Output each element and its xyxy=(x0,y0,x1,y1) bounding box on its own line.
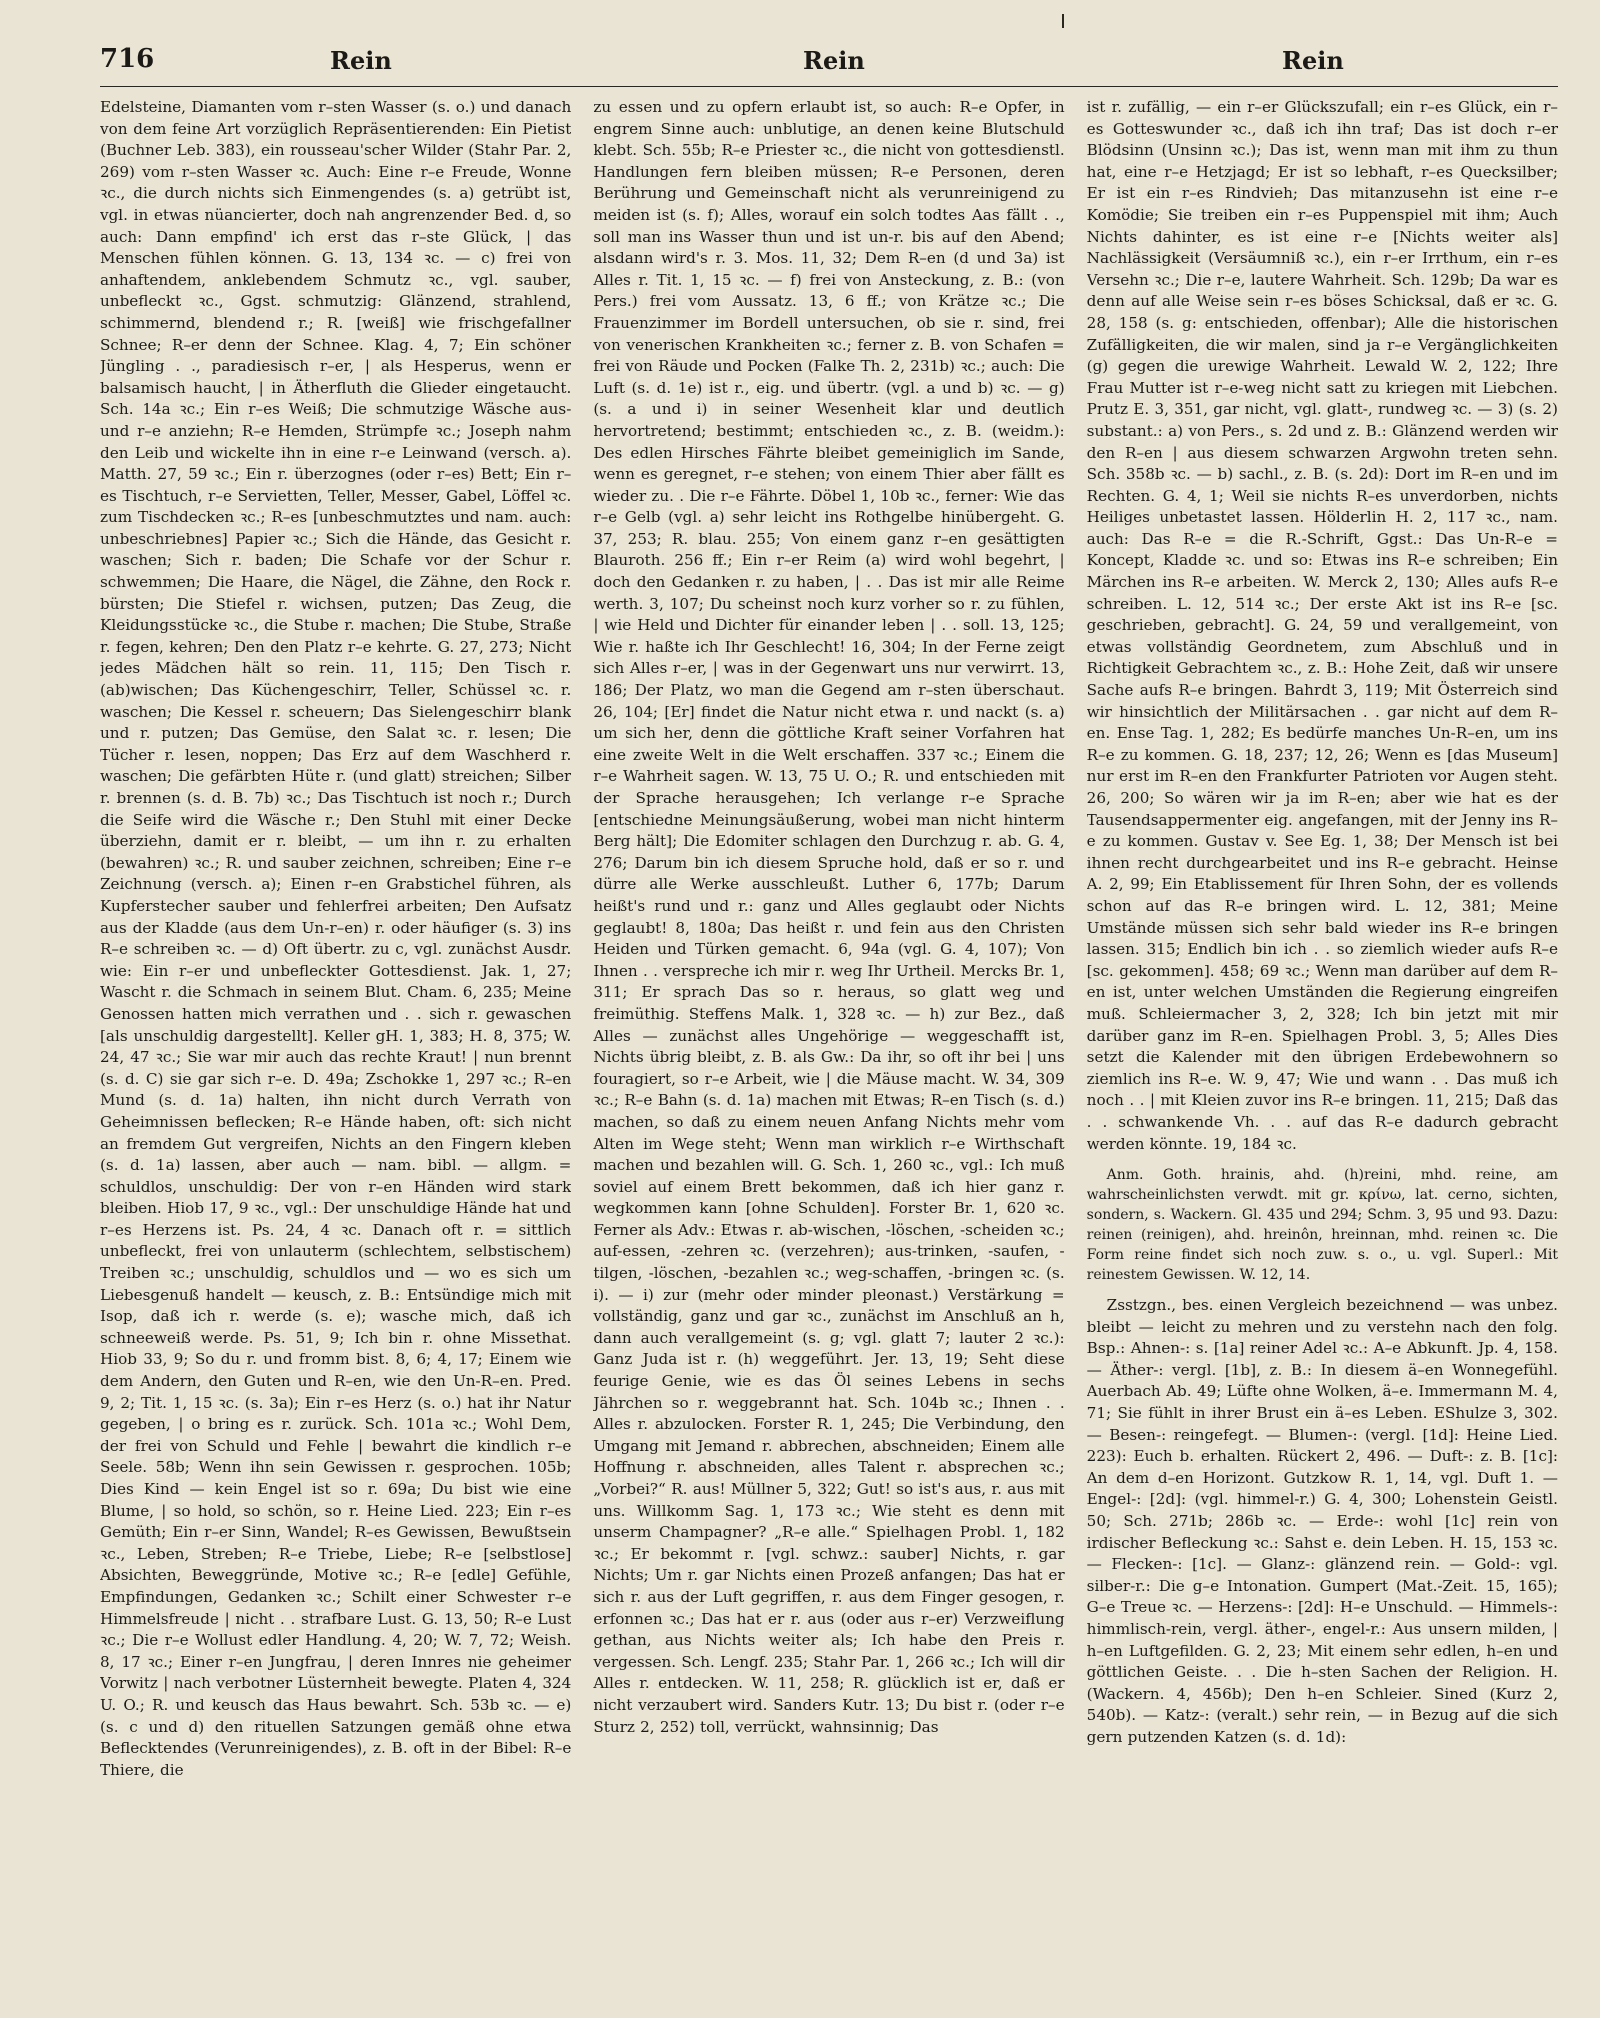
etymology-note: Anm. Goth. hrainis, ahd. (h)reini, mhd. reine, am wahrscheinlichsten verwdt. mit gr. κρίνω, lat. cerno, sichten, sondern, s. Wackern. Gl. 435 und 294; Schm. 3, 95 und 93. Dazu: reinen (reinigen), ahd. hreinôn, hreinnan, mhd. reinen ꝛc. Die Form reine findet sich noch zuw. s. o., u. vgl. Superl.: Mit reinestem Gewissen. W. 12, 14. xyxy=(1086,1167,1558,1284)
text-columns xyxy=(100,97,1558,2012)
printer-mark xyxy=(1062,14,1064,28)
header-headword-center: Rein xyxy=(803,46,865,75)
column-middle xyxy=(593,97,1064,2012)
entry-text: ist r. zufällig, — ein r–er Glückszufall; ein r–es Glück, ein r–es Gotteswunder ꝛc., daß ich ihn traf; Das ist doch r–er Blödsinn (Unsinn ꝛc.); Das ist, wenn man mit ihm zu thun hat, eine r–e Hetzjagd; Er ist so lebhaft, r–es Quecksilber; Er ist ein r–es Rindvieh; Das mitanzusehn ist eine r–e Komödie; Sie treiben ein r–es Puppenspiel mit ihm; Auch Nichts dahinter, es ist eine r–e [Nichts weiter als] Nachlässigkeit (Versäumniß ꝛc.), ein r–er Irrthum, ein r–es Versehn ꝛc.; Die r–e, lautere Wahrheit. Sch. 129b; Da war es denn auf alle Weise sein r–es böses Schicksal, daß er ꝛc. G. 28, 158 (s. g: entschieden, offenbar); Alle die historischen Zufälligkeiten, die wir malen, sind ja r–e Vergänglichkeiten (g) gegen die urewige Wahrheit. Lewald W. 2, 122; Ihre Frau Mutter ist r–e-weg nicht satt zu kriegen mit Liebchen. Prutz E. 3, 351, gar nicht, vgl. glatt-, rundweg ꝛc. — 3) (s. 2) substant.: a) von Pers., s. 2d und z. B.: Glänzend werden wir den R–en | aus diesem schwarzen Argwohn treten sehn. Sch. 358b ꝛc. — b) sachl., z. B. (s. 2d): Dort im R–en und im Rechten. G. 4, 1; Weil sie nichts R–es unverdorben, nichts Heiliges unbetastet lassen. Hölderlin H. 2, 117 ꝛc., nam. auch: Das R–e = die R.-Schrift, Ggst.: Das Un-R–e = Koncept, Kladde ꝛc. und so: Etwas ins R–e schreiben; Ein Märchen ins R–e arbeiten. W. Merck 2, 130; Alles aufs R–e schreiben. L. 12, 514 ꝛc.; Der erste Akt ist ins R–e [sc. geschrieben, gebracht]. G. 24, 59 und verallgemeint, von etwas vollständig Geordnetem, zum Abschluß und in Richtigkeit Gebrachtem ꝛc., z. B.: Hohe Zeit, daß wir unsere Sache aufs R–e bringen. Bahrdt 3, 119; Mit Österreich sind wir hinsichtlich der Militärsachen . . gar nicht auf dem R–en. Ense Tag. 1, 282; Es bedürfe manches Un-R–en, um ins R–e zu kommen. G. 18, 237; 12, 26; Wenn es [das Museum] nur erst im R–en den Frankfurter Patrioten vor Augen steht. 26, 200; So wären wir ja im R–en; aber wie hat es der Tausendsappermenter eig. angefangen, mit der Jenny ins R–e zu kommen. Gustav v. See Eg. 1, 38; Der Mensch ist bei ihnen recht durchgearbeitet und ins R–e gebracht. Heinse A. 2, 99; Ein Etablissement für Ihren Sohn, der es vollends schon auf das R–e bringen wird. L. 12, 381; Meine Umstände müssen sich sehr bald wieder ins R–e bringen lassen. 315; Endlich bin ich . . so ziemlich wieder aufs R–e [sc. gekommen]. 458; 69 ꝛc.; Wenn man darüber auf dem R–en ist, unter welchen Umständen die Regierung eingreifen muß. Schleiermacher 3, 2, 328; Ich bin jetzt mit mir darüber ganz im R–en. Spielhagen Probl. 3, 5; Alles Dies setzt die Kalender mit den übrigen Erdebewohnern so ziemlich ins R–e. W. 9, 47; Wie und wann . . Das muß ich noch . . | mit Kleien zuvor ins R–e bringen. 11, 215; Daß das . . schwankende Vh. . . auf das R–e dadurch gebracht werden könnte. 19, 184 ꝛc. xyxy=(1086,98,1558,1153)
column-left xyxy=(100,97,571,2012)
header-headword-right: Rein xyxy=(1282,46,1344,75)
running-header xyxy=(100,38,1558,87)
compounds-section: Zsstzgn., bes. einen Vergleich bezeichnend — was unbez. bleibt — leicht zu mehren und zu verstehn nach den folg. Bsp.: Ahnen-: s. [1a] reiner Adel ꝛc.: A–e Abkunft. Jp. 4, 158. — Äther-: vergl. [1b], z. B.: In diesem ä–en Wonnegefühl. Auerbach Ab. 49; Lüfte ohne Wolken, ä–e. Immermann M. 4, 71; Sie fühlt in ihrer Brust ein ä–es Leben. EShulze 3, 302. — Besen-: reingefegt. — Blumen-: (vergl. [1d]: Heine Lied. 223): Euch b. erhalten. Rückert 2, 496. — Duft-: z. B. [1c]: An dem d–en Horizont. Gutzkow R. 1, 14, vgl. Duft 1. — Engel-: [2d]: (vgl. himmel-r.) G. 4, 300; Lohenstein Geistl. 50; Sch. 271b; 286b ꝛc. — Erde-: wohl [1c] rein von irdischer Befleckung ꝛc.: Sahst e. dein Leben. H. 15, 153 ꝛc. — Flecken-: [1c]. — Glanz-: glänzend rein. — Gold-: vgl. silber-r.: Die g–e Intonation. Gumpert (Mat.-Zeit. 15, 165); G–e Treue ꝛc. — Herzens-: [2d]: H–e Unschuld. — Himmels-: himmlisch-rein, vergl. äther-, engel-r.: Aus unsern milden, | h–en Luftgefilden. G. 2, 23; Mit einem sehr edlen, h–en und göttlichen Geiste. . . Die h–sten Sachen der Religion. H. (Wackern. 4, 456b); Den h–en Schleier. Sined (Kurz 2, 540b). — Katz-: (veralt.) sehr rein, — in Bezug auf die sich gern putzenden Katzen (s. d. 1d): xyxy=(1086,1296,1558,1746)
page-number: 716 xyxy=(100,44,155,74)
header-headword-left: Rein xyxy=(330,46,392,75)
entry-text: Edelsteine, Diamanten vom r–sten Wasser (s. o.) und danach von dem feine Art vorzüglich Repräsentierenden: Ein Pietist (Buchner Leb. 383), ein rousseau'scher Wilder (Stahr Par. 2, 269) vom r–sten Wasser ꝛc. Auch: Eine r–e Freude, Wonne ꝛc., die durch nichts sich Einmengendes (s. a) getrübt ist, vgl. in etwas nüancierter, doch nah angrenzender Bed. d, so auch: Dann empfind' ich erst das r–ste Glück, | das Menschen fühlen können. G. 13, 134 ꝛc. — c) frei von anhaftendem, anklebendem Schmutz ꝛc., vgl. sauber, unbefleckt ꝛc., Ggst. schmutzig: Glänzend, strahlend, schimmernd, blendend r.; R. [weiß] wie frischgefallner Schnee; R–er denn der Schnee. Klag. 4, 7; Ein schöner Jüngling . ., paradiesisch r–er, | als Hesperus, wenn er balsamisch haucht, | in Ätherfluth die Glieder eingetaucht. Sch. 14a ꝛc.; Ein r–es Weiß; Die schmutzige Wäsche aus- und r–e anziehn; R–e Hemden, Strümpfe ꝛc.; Joseph nahm den Leib und wickelte ihn in eine r–e Leinwand (versch. a). Matth. 27, 59 ꝛc.; Ein r. überzognes (oder r–es) Bett; Ein r–es Tischtuch, r–e Servietten, Teller, Messer, Gabel, Löffel ꝛc. zum Tischdecken ꝛc.; R–es [unbeschmutztes und nam. auch: unbeschriebnes] Papier ꝛc.; Sich die Hände, das Gesicht r. waschen; Sich r. baden; Die Schafe vor der Schur r. schwemmen; Die Haare, die Nägel, die Zähne, den Rock r. bürsten; Die Stiefel r. wichsen, putzen; Das Zeug, die Kleidungsstücke ꝛc., die Stube r. machen; Die Stube, Straße r. fegen, kehren; Den den Platz r–e kehrte. G. 27, 273; Nicht jedes Mädchen hält so rein. 11, 115; Den Tisch r. (ab)wischen; Das Küchengeschirr, Teller, Schüssel ꝛc. r. waschen; Die Kessel r. scheuern; Das Sielengeschirr blank und r. putzen; Das Gemüse, den Salat ꝛc. r. lesen; Die Tücher r. lesen, noppen; Das Erz auf dem Waschherd r. waschen; Die gefärbten Hüte r. (und glatt) streichen; Silber r. brennen (s. d. B. 7b) ꝛc.; Das Tischtuch ist noch r.; Durch die Seife wird die Wäsche r.; Den Stuhl mit einer Decke überziehn, damit er r. bleibt, — um ihn r. zu erhalten (bewahren) ꝛc.; R. und sauber zeichnen, schreiben; Eine r–e Zeichnung (versch. a); Einen r–en Grabstichel führen, als Kupferstecher sauber und fehlerfrei arbeiten; Den Aufsatz aus der Kladde (aus dem Un-r–en) r. oder häufiger (s. 3) ins R–e schreiben ꝛc. — d) Oft übertr. zu c, vgl. zunächst Ausdr. wie: Ein r–er und unbefleckter Gottesdienst. Jak. 1, 27; Wascht r. die Schmach in seinem Blut. Cham. 6, 235; Meine Genossen hatten mich verrathen und . . sich r. gewaschen [als unschuldig dargestellt]. Keller gH. 1, 383; H. 8, 375; W. 24, 47 ꝛc.; Sie war mir auch das rechte Kraut! | nun brennt (s. d. C) sie gar sich r–e. D. 49a; Zschokke 1, 297 ꝛc.; R–en Mund (s. d. 1a) halten, ihn nicht durch Verrath von Geheimnissen beflecken; R–e Hände haben, oft: sich nicht an fremdem Gut vergreifen, Nichts an den Fingern kleben (s. d. 1a) lassen, aber auch — nam. bibl. — allgm. = schuldlos, unschuldig: Der von r–en Händen wird stark bleiben. Hiob 17, 9 ꝛc., vgl.: Der unschuldige Hände hat und r–es Herzens ist. Ps. 24, 4 ꝛc. Danach oft r. = sittlich unbefleckt, frei von unlauterm (schlechtem, selbstischem) Treiben ꝛc.; unschuldig, schuldlos und — wo es sich um Liebesgenuß handelt — keusch, z. B.: Entsündige mich mit Isop, daß ich r. werde (s. e); wasche mich, daß ich schneeweiß werde. Ps. 51, 9; Ich bin r. ohne Missethat. Hiob 33, 9; So du r. und fromm bist. 8, 6; 4, 17; Einem wie dem Andern, den Guten und R–en, wie den Un-R–en. Pred. 9, 2; Tit. 1, 15 ꝛc. (s. 3a); Ein r–es Herz (s. o.) hat ihr Natur gegeben, | o bring es r. zurück. Sch. 101a ꝛc.; Wohl Dem, der frei von Schuld und Fehle | bewahrt die kindlich r–e Seele. 58b; Wenn ihn sein Gewissen r. gesprochen. 105b; Dies Kind — kein Engel ist so r. 69a; Du bist wie eine Blume, | so hold, so schön, so r. Heine Lied. 223; Ein r–es Gemüth; Ein r–er Sinn, Wandel; R–es Gewissen, Bewußtsein ꝛc., Leben, Streben; R–e Triebe, Liebe; R–e [selbstlose] Absichten, Beweggründe, Motive ꝛc.; R–e [edle] Gefühle, Empfindungen, Gedanken ꝛc.; Schilt einer Schwester r–e Himmelsfreude | nicht . . strafbare Lust. G. 13, 50; R–e Lust ꝛc.; Die r–e Wollust edler Handlung. 4, 20; W. 7, 72; Weish. 8, 17 ꝛc.; Einer r–en Jungfrau, | deren Innres nie geheimer Vorwitz | nach verbotner Lüsternheit bewegte. Platen 4, 324 U. O.; R. und keusch das Haus bewahrt. Sch. 53b ꝛc. — e) (s. c und d) den rituellen Satzungen gemäß ohne etwa Beflecktendes (Verunreinigendes), z. B. oft in der Bibel: R–e Thiere, die xyxy=(100,98,572,1779)
column-right xyxy=(1087,97,1558,2012)
entry-text: zu essen und zu opfern erlaubt ist, so auch: R–e Opfer, in engrem Sinne auch: unblutige, an denen keine Blutschuld klebt. Sch. 55b; R–e Priester ꝛc., die nicht von gottesdienstl. Handlungen fern bleiben müssen; R–e Personen, deren Berührung und Gemeinschaft nicht als verunreinigend zu meiden ist (s. f); Alles, worauf ein solch todtes Aas fällt . ., soll man ins Wasser thun und ist un-r. bis auf den Abend; alsdann wird's r. 3. Mos. 11, 32; Dem R–en (d und 3a) ist Alles r. Tit. 1, 15 ꝛc. — f) frei von Ansteckung, z. B.: (von Pers.) frei vom Aussatz. 13, 6 ff.; von Krätze ꝛc.; Die Frauenzimmer im Bordell untersuchen, ob sie r. sind, frei von venerischen Krankheiten ꝛc.; ferner z. B. von Schafen = frei von Räude und Pocken (Falke Th. 2, 231b) ꝛc.; auch: Die Luft (s. d. 1e) ist r., eig. und übertr. (vgl. a und b) ꝛc. — g) (s. a und i) in seiner Wesenheit klar und deutlich hervortretend; bestimmt; entschieden ꝛc., z. B. (weidm.): Des edlen Hirsches Fährte bleibet gemeiniglich im Sande, wenn es geregnet, r–e stehen; von einem Thier aber fällt es wieder zu. . Die r–e Fährte. Döbel 1, 10b ꝛc., ferner: Wie das r–e Gelb (vgl. a) sehr leicht ins Rothgelbe hinübergeht. G. 37, 253; R. blau. 255; Von einem ganz r–en gesättigten Blauroth. 256 ff.; Ein r–er Reim (a) wird wohl begehrt, | doch den Gedanken r. zu haben, | . . Das ist mir alle Reime werth. 3, 107; Du scheinst noch kurz vorher so r. zu fühlen, | wie Held und Dichter für einander leben | . . soll. 13, 125; Wie r. haßte ich Ihr Geschlecht! 16, 304; In der Ferne zeigt sich Alles r–er, | was in der Gegenwart uns nur verwirrt. 13, 186; Der Platz, wo man die Gegend am r–sten überschaut. 26, 104; [Er] findet die Natur nicht etwa r. und nackt (s. a) um sich her, denn die göttliche Kraft seiner Vorfahren hat eine zweite Welt in die Welt erschaffen. 337 ꝛc.; Einem die r–e Wahrheit sagen. W. 13, 75 U. O.; R. und entschieden mit der Sprache herausgehen; Ich verlange r–e Sprache [entschiedne Meinungsäußerung, wobei man nicht hinterm Berg hält]; Die Edomiter schlagen den Durchzug r. ab. G. 4, 276; Darum bin ich diesem Spruche hold, daß er so r. und dürre alle Werke ausschleußt. Luther 6, 177b; Darum heißt's rund und r.: ganz und Alles geglaubt oder Nichts geglaubt! 8, 180a; Das heißt r. und fein aus den Christen Heiden und Türken gemacht. 6, 94a (vgl. G. 4, 107); Von Ihnen . . verspreche ich mir r. weg Ihr Urtheil. Mercks Br. 1, 311; Er sprach Das so r. heraus, so glatt weg und freimüthig. Steffens Malk. 1, 328 ꝛc. — h) zur Bez., daß Alles — zunächst alles Ungehörige — weggeschafft ist, Nichts übrig bleibt, z. B. als Gw.: Da ihr, so oft ihr bei | uns fouragiert, so r–e Arbeit, wie | die Mäuse macht. W. 34, 309 ꝛc.; R–e Bahn (s. d. 1a) machen mit Etwas; R–en Tisch (s. d.) machen, so daß zu einem neuen Anfang Nichts mehr vom Alten im Wege steht; Wenn man wirklich r–e Wirthschaft machen und bezahlen will. G. Sch. 1, 260 ꝛc., vgl.: Ich muß soviel auf einem Brett bekommen, daß ich hier ganz r. wegkommen kann [ohne Schulden]. Forster Br. 1, 620 ꝛc. Ferner als Adv.: Etwas r. ab-wischen, -löschen, -scheiden ꝛc.; auf-essen, -zehren ꝛc. (verzehren); aus-trinken, -saufen, -tilgen, -löschen, -bezahlen ꝛc.; weg-schaffen, -bringen ꝛc. (s. i). — i) zur (mehr oder minder pleonast.) Verstärkung = vollständig, ganz und gar ꝛc., zunächst im Anschluß an h, dann auch verallgemeint (s. g; vgl. glatt 7; lauter 2 ꝛc.): Ganz Juda ist r. (h) weggeführt. Jer. 13, 19; Seht diese feurige Genie, wie es das Öl seines Lebens in sechs Jährchen so r. weggebrannt hat. Sch. 104b ꝛc.; Ihnen . . Alles r. abzulocken. Forster R. 1, 245; Die Verbindung, den Umgang mit Jemand r. abbrechen, abschneiden; Einem alle Hoffnung r. abschneiden, alles Talent r. absprechen ꝛc.; „Vorbei?“ R. aus! Müllner 5, 322; Gut! so ist's aus, r. aus mit uns. Willkomm Sag. 1, 173 ꝛc.; Wie steht es denn mit unserm Champagner? „R–e alle.“ Spielhagen Probl. 1, 182 ꝛc.; Er bekommt r. [vgl. schwz.: sauber] Nichts, r. gar Nichts; Um r. gar Nichts einen Prozeß anfangen; Das hat er sich r. aus der Luft gegriffen, r. aus dem Finger gesogen, r. erfonnen ꝛc.; Das hat er r. aus (oder aus r–er) Verzweiflung gethan, aus Nichts weiter als; Ich habe den Preis r. vergessen. Sch. Lengf. 235; Stahr Par. 1, 266 ꝛc.; Ich will dir Alles r. entdecken. W. 11, 258; R. glücklich ist er, daß er nicht verzaubert wird. Sanders Kutr. 13; Du bist r. (oder r–e Sturz 2, 252) toll, verrückt, wahnsinnig; Das xyxy=(593,98,1065,1736)
